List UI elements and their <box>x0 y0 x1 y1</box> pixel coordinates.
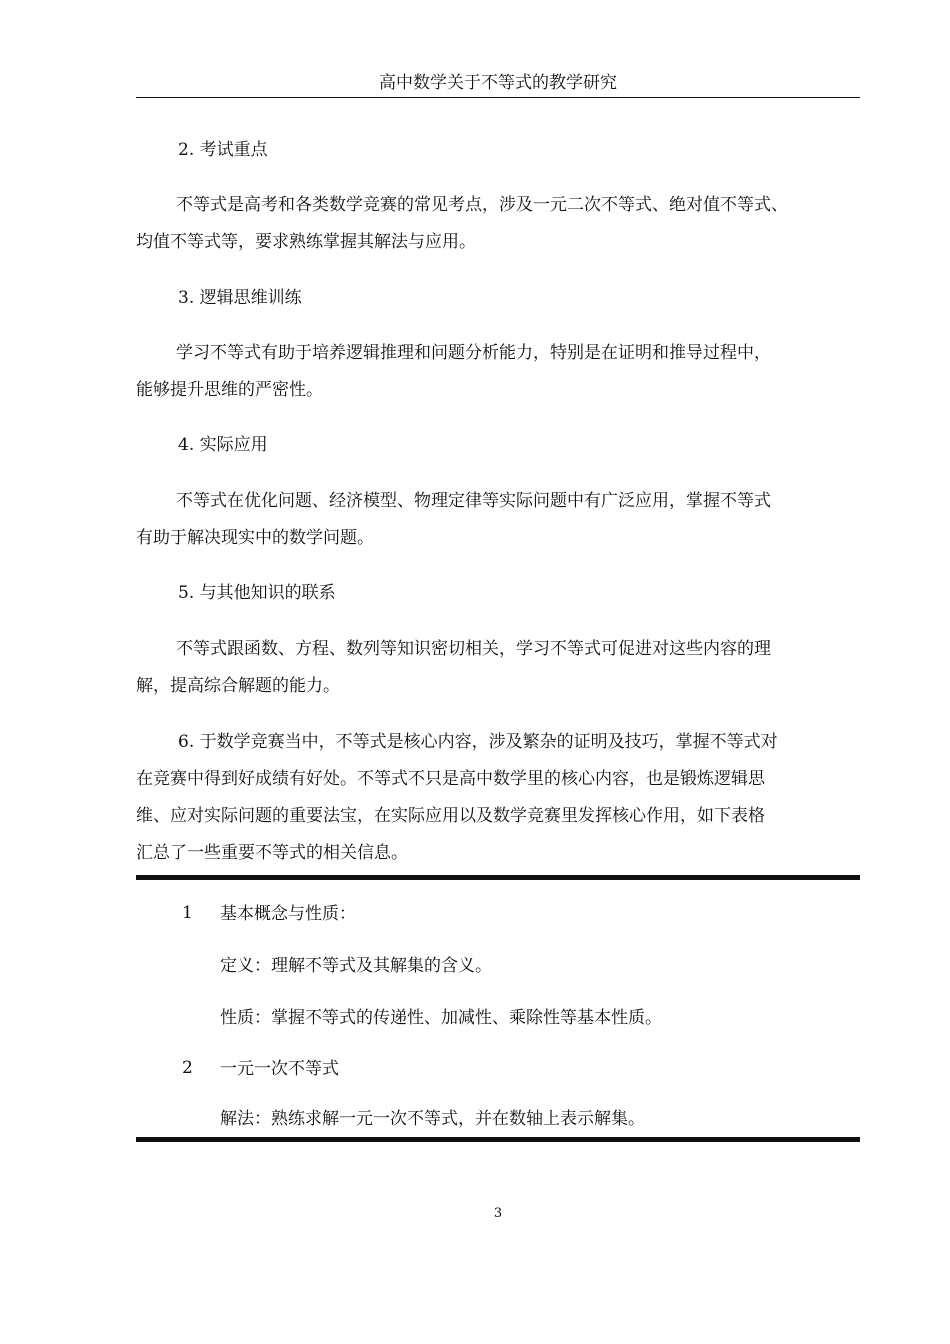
table-row-title: 一元一次不等式 <box>220 1059 339 1079</box>
section-heading-connections: 5. 与其他知识的联系 <box>178 583 336 603</box>
competition-paragraph <box>136 724 860 872</box>
paragraph-line: 汇总了一些重要不等式的相关信息。 <box>136 843 408 863</box>
paragraph-line: 解，提高综合解题的能力。 <box>136 676 340 696</box>
table-bottom-rule <box>136 1137 860 1142</box>
section-paragraph-exam-focus <box>136 187 860 261</box>
paragraph-line: 有助于解决现实中的数学问题。 <box>136 528 374 548</box>
section-heading-practical-use: 4. 实际应用 <box>178 435 268 455</box>
section-paragraph-logic-training <box>136 335 860 409</box>
paragraph-line: 不等式跟函数、方程、数列等知识密切相关，学习不等式可促进对这些内容的理 <box>176 639 771 659</box>
section-paragraph-connections <box>136 631 860 705</box>
paragraph-line: 不等式是高考和各类数学竞赛的常见考点，涉及一元二次不等式、绝对值不等式、 <box>176 195 788 215</box>
paragraph-line: 能够提升思维的严密性。 <box>136 380 323 400</box>
table-row-number: 1 <box>182 903 193 923</box>
paragraph-line: 在竞赛中得到好成绩有好处。不等式不只是高中数学里的核心内容，也是锻炼逻辑思 <box>136 769 765 789</box>
table-row-title: 基本概念与性质： <box>220 904 356 924</box>
paragraph-line: 维、应对实际问题的重要法宝，在实际应用以及数学竞赛里发挥核心作用，如下表格 <box>136 806 765 826</box>
header-rule <box>136 97 860 98</box>
table-top-rule <box>136 875 860 880</box>
table-row-item: 解法：熟练求解一元一次不等式，并在数轴上表示解集。 <box>220 1109 645 1129</box>
running-header-title: 高中数学关于不等式的教学研究 <box>379 73 617 93</box>
page-number: 3 <box>493 1206 503 1221</box>
section-paragraph-practical-use <box>136 483 860 557</box>
section-heading-exam-focus: 2. 考试重点 <box>178 140 268 160</box>
table-row-item: 性质：掌握不等式的传递性、加减性、乘除性等基本性质。 <box>220 1008 662 1028</box>
table-row-item: 定义：理解不等式及其解集的含义。 <box>220 956 492 976</box>
paragraph-line: 学习不等式有助于培养逻辑推理和问题分析能力，特别是在证明和推导过程中， <box>176 343 771 363</box>
section-heading-logic-training: 3. 逻辑思维训练 <box>178 288 302 308</box>
paragraph-line: 不等式在优化问题、经济模型、物理定律等实际问题中有广泛应用，掌握不等式 <box>176 491 771 511</box>
paragraph-line: 6. 于数学竞赛当中，不等式是核心内容，涉及繁杂的证明及技巧，掌握不等式对 <box>178 732 778 752</box>
paragraph-line: 均值不等式等，要求熟练掌握其解法与应用。 <box>136 232 476 252</box>
table-row-number: 2 <box>182 1058 193 1078</box>
